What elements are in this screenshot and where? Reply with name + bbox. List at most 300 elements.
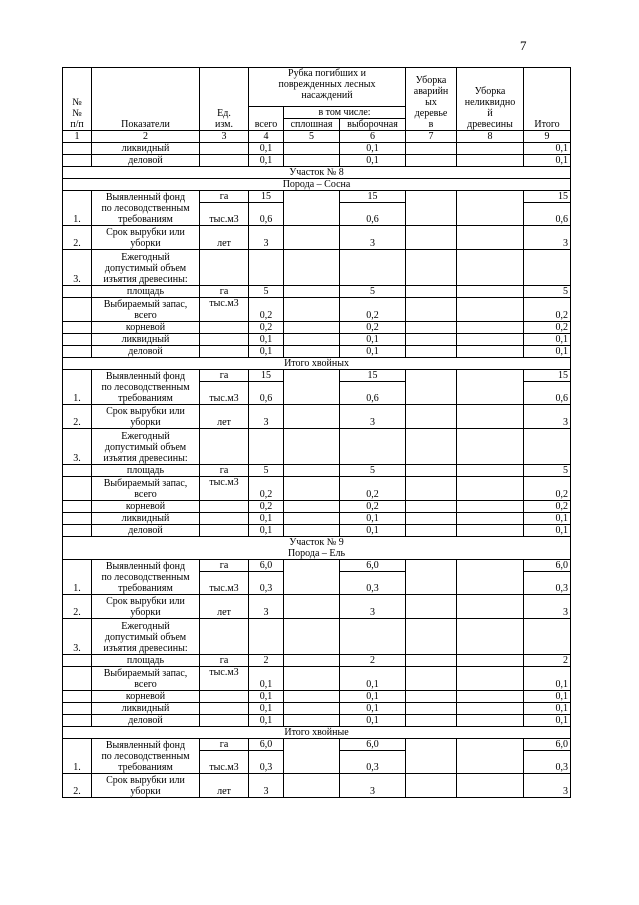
value-grand-total: 0,6 [524,203,571,226]
table-row [63,465,571,477]
value-total: 0,3 [249,751,284,774]
value-emergency [406,405,457,429]
table-row [63,346,571,358]
row-number [63,143,92,155]
value-selective: 3 [340,226,406,250]
value-emergency [406,334,457,346]
table-row [63,477,571,501]
row-label: ликвидный [92,703,200,715]
column-number: 2 [92,131,200,143]
section-row [63,537,571,560]
empty-cell [524,429,571,465]
value-total: 0,1 [249,691,284,703]
value-emergency [406,655,457,667]
header-felling: Рубка погибших и поврежденных лесных насаждений [249,68,406,107]
value-emergency [406,667,457,691]
row-number [63,715,92,727]
header-nonliquid: Уборка неликвидно й древесины [457,68,524,131]
value-total: 3 [249,226,284,250]
value-emergency [406,513,457,525]
section-title: Итого хвойные [63,727,571,739]
value-clear [284,703,340,715]
value-selective: 0,1 [340,703,406,715]
value-selective: 0,3 [340,751,406,774]
row-number: 2. [63,595,92,619]
value-clear [284,334,340,346]
value-selective: 0,1 [340,667,406,691]
row-label: Выявленный фонд по лесоводственным требованиям [92,191,200,226]
value-total: 0,1 [249,525,284,537]
table-row [63,619,571,655]
row-label: площадь [92,286,200,298]
section-title: Итого хвойных [63,358,571,370]
header-indicator: Показатели [92,68,200,131]
value-selective: 0,2 [340,501,406,513]
column-number: 7 [406,131,457,143]
value-nonliquid [457,143,524,155]
row-label: Ежегодный допустимый объем изъятия древесины: [92,429,200,465]
table-row [63,191,571,203]
value-nonliquid [457,703,524,715]
value-grand-total: 6,0 [524,739,571,751]
row-number [63,477,92,501]
value-nonliquid [457,322,524,334]
value-grand-total: 3 [524,405,571,429]
header-unit: Ед. изм. [200,68,249,131]
value-nonliquid [457,346,524,358]
value-nonliquid [457,191,524,226]
value-total: 0,6 [249,203,284,226]
value-total: 6,0 [249,560,284,572]
row-number: 1. [63,739,92,774]
row-number [63,286,92,298]
row-label: ликвидный [92,334,200,346]
value-total: 0,1 [249,513,284,525]
value-clear [284,595,340,619]
row-number: 1. [63,560,92,595]
value-emergency [406,703,457,715]
value-total: 3 [249,405,284,429]
empty-cell [457,429,524,465]
value-selective: 0,1 [340,334,406,346]
row-number: 1. [63,191,92,226]
value-emergency [406,191,457,226]
header-clear: сплошная [284,119,340,131]
table-row [63,667,571,691]
empty-cell [340,619,406,655]
empty-cell [249,619,284,655]
value-emergency [406,155,457,167]
value-emergency [406,691,457,703]
value-emergency [406,322,457,334]
section-title: Участок № 8 [63,167,571,179]
table-row [63,739,571,751]
value-total: 0,1 [249,334,284,346]
value-nonliquid [457,655,524,667]
value-total: 0,3 [249,572,284,595]
value-grand-total: 0,2 [524,298,571,322]
empty-cell [340,429,406,465]
value-emergency [406,143,457,155]
value-total: 0,1 [249,715,284,727]
row-label: Ежегодный допустимый объем изъятия древесины: [92,619,200,655]
row-unit [200,691,249,703]
value-grand-total: 0,1 [524,667,571,691]
table-row [63,143,571,155]
value-selective: 3 [340,405,406,429]
value-emergency [406,370,457,405]
value-nonliquid [457,286,524,298]
row-unit: га [200,465,249,477]
value-grand-total: 0,1 [524,334,571,346]
row-unit [200,525,249,537]
table-row [63,525,571,537]
value-selective: 0,1 [340,143,406,155]
row-number [63,322,92,334]
row-label: Выбираемый запас, всего [92,298,200,322]
row-label: деловой [92,155,200,167]
header-num: № № п/п [63,68,92,131]
value-selective: 0,1 [340,525,406,537]
value-clear [284,774,340,798]
row-number [63,334,92,346]
row-number [63,513,92,525]
value-total: 0,1 [249,667,284,691]
header-total-sub: всего [249,107,284,131]
value-selective: 0,1 [340,513,406,525]
row-number [63,655,92,667]
row-unit: тыс.м3 [200,477,249,501]
value-grand-total: 3 [524,226,571,250]
row-number [63,667,92,691]
row-unit [200,334,249,346]
value-total: 15 [249,191,284,203]
row-unit: га [200,370,249,382]
value-grand-total: 0,1 [524,715,571,727]
empty-cell [200,429,249,465]
table-row [63,560,571,572]
row-unit [200,703,249,715]
page-number: 7 [520,38,527,53]
empty-cell [284,619,340,655]
value-clear [284,322,340,334]
value-grand-total: 3 [524,774,571,798]
table-row [63,250,571,286]
value-total: 0,2 [249,298,284,322]
value-emergency [406,465,457,477]
value-grand-total: 15 [524,370,571,382]
value-total: 0,1 [249,143,284,155]
value-selective: 0,1 [340,155,406,167]
value-grand-total: 0,1 [524,143,571,155]
value-selective: 0,6 [340,203,406,226]
value-nonliquid [457,667,524,691]
value-total: 0,2 [249,477,284,501]
value-selective: 6,0 [340,560,406,572]
value-nonliquid [457,370,524,405]
value-nonliquid [457,595,524,619]
value-clear [284,143,340,155]
value-clear [284,346,340,358]
table-row [63,501,571,513]
value-nonliquid [457,405,524,429]
value-clear [284,691,340,703]
table-row [63,334,571,346]
value-selective: 0,3 [340,572,406,595]
value-grand-total: 5 [524,465,571,477]
table-row [63,405,571,429]
column-numbers-row [63,131,571,143]
row-number [63,703,92,715]
column-number: 8 [457,131,524,143]
value-selective: 0,1 [340,715,406,727]
value-selective: 3 [340,774,406,798]
row-number: 3. [63,250,92,286]
value-emergency [406,774,457,798]
value-clear [284,370,340,405]
value-nonliquid [457,501,524,513]
value-selective: 5 [340,465,406,477]
value-nonliquid [457,774,524,798]
empty-cell [524,619,571,655]
header-emergency: Уборка аварийн ых деревье в [406,68,457,131]
table-row [63,155,571,167]
row-unit: тыс.м3 [200,572,249,595]
value-selective: 0,2 [340,322,406,334]
row-unit [200,501,249,513]
row-label: Срок вырубки или уборки [92,226,200,250]
table-row [63,226,571,250]
row-number: 3. [63,429,92,465]
value-grand-total: 3 [524,595,571,619]
section-row [63,727,571,739]
row-label: деловой [92,525,200,537]
row-label: деловой [92,346,200,358]
row-number [63,298,92,322]
row-label: ликвидный [92,143,200,155]
row-unit: га [200,191,249,203]
value-clear [284,655,340,667]
value-grand-total: 0,1 [524,691,571,703]
row-label: корневой [92,691,200,703]
value-emergency [406,226,457,250]
value-clear [284,560,340,595]
row-unit [200,513,249,525]
value-grand-total: 0,3 [524,572,571,595]
table-row [63,298,571,322]
value-total: 0,2 [249,322,284,334]
row-unit [200,346,249,358]
row-label: Выявленный фонд по лесоводственным требованиям [92,560,200,595]
empty-cell [406,250,457,286]
value-emergency [406,560,457,595]
value-clear [284,715,340,727]
empty-cell [200,619,249,655]
value-nonliquid [457,513,524,525]
row-number [63,501,92,513]
section-title: Порода – Сосна [63,179,571,191]
header-total: Итого [524,68,571,131]
value-selective: 0,6 [340,382,406,405]
value-emergency [406,298,457,322]
value-emergency [406,477,457,501]
empty-cell [457,619,524,655]
row-unit: тыс.м3 [200,751,249,774]
value-grand-total: 0,1 [524,525,571,537]
value-clear [284,477,340,501]
table-row [63,703,571,715]
column-number: 3 [200,131,249,143]
table-row [63,429,571,465]
value-total: 3 [249,774,284,798]
section-title: Участок № 9 Порода – Ель [63,537,571,560]
column-number: 9 [524,131,571,143]
row-number: 2. [63,774,92,798]
empty-cell [406,429,457,465]
value-selective: 0,2 [340,477,406,501]
value-total: 5 [249,465,284,477]
row-unit: га [200,655,249,667]
value-selective: 0,1 [340,691,406,703]
row-unit [200,322,249,334]
table-row [63,774,571,798]
value-clear [284,525,340,537]
value-clear [284,405,340,429]
row-unit: га [200,286,249,298]
value-grand-total: 2 [524,655,571,667]
value-clear [284,226,340,250]
value-emergency [406,501,457,513]
value-total: 0,6 [249,382,284,405]
table-row [63,370,571,382]
value-grand-total: 0,1 [524,346,571,358]
value-selective: 5 [340,286,406,298]
row-unit: га [200,739,249,751]
value-grand-total: 6,0 [524,560,571,572]
column-number: 4 [249,131,284,143]
value-total: 2 [249,655,284,667]
empty-cell [284,250,340,286]
section-row [63,167,571,179]
value-grand-total: 0,3 [524,751,571,774]
value-grand-total: 5 [524,286,571,298]
row-number: 3. [63,619,92,655]
row-unit: тыс.м3 [200,667,249,691]
value-nonliquid [457,298,524,322]
value-clear [284,155,340,167]
row-number: 1. [63,370,92,405]
value-emergency [406,346,457,358]
row-unit: лет [200,774,249,798]
row-number [63,465,92,477]
row-label: Выявленный фонд по лесоводственным требованиям [92,370,200,405]
row-label: Выявленный фонд по лесоводственным требованиям [92,739,200,774]
value-total: 0,1 [249,346,284,358]
header-incl: в том числе: [284,107,406,119]
value-clear [284,465,340,477]
felling-table [62,67,571,798]
value-nonliquid [457,715,524,727]
row-label: Выбираемый запас, всего [92,477,200,501]
row-label: Срок вырубки или уборки [92,405,200,429]
row-number: 2. [63,405,92,429]
table-row [63,286,571,298]
row-unit [200,715,249,727]
value-emergency [406,715,457,727]
value-nonliquid [457,691,524,703]
table-row [63,322,571,334]
row-label: ликвидный [92,513,200,525]
value-clear [284,501,340,513]
table-row [63,715,571,727]
row-unit [200,143,249,155]
row-unit: тыс.м3 [200,203,249,226]
row-label: Срок вырубки или уборки [92,774,200,798]
value-clear [284,667,340,691]
value-total: 5 [249,286,284,298]
row-unit: га [200,560,249,572]
row-number [63,691,92,703]
value-clear [284,286,340,298]
row-label: Срок вырубки или уборки [92,595,200,619]
value-nonliquid [457,739,524,774]
value-selective: 15 [340,191,406,203]
table-row [63,595,571,619]
value-emergency [406,595,457,619]
value-nonliquid [457,525,524,537]
row-unit: лет [200,405,249,429]
value-total: 0,1 [249,703,284,715]
value-selective: 3 [340,595,406,619]
empty-cell [284,429,340,465]
table-row [63,513,571,525]
value-emergency [406,739,457,774]
row-label: площадь [92,655,200,667]
row-unit: лет [200,595,249,619]
value-nonliquid [457,560,524,595]
row-unit [200,155,249,167]
value-selective: 15 [340,370,406,382]
value-nonliquid [457,465,524,477]
row-unit: тыс.м3 [200,382,249,405]
section-row [63,179,571,191]
row-label: площадь [92,465,200,477]
value-emergency [406,525,457,537]
row-number [63,346,92,358]
empty-cell [524,250,571,286]
value-grand-total: 0,2 [524,322,571,334]
value-clear [284,739,340,774]
table-row [63,691,571,703]
empty-cell [249,429,284,465]
value-clear [284,513,340,525]
empty-cell [249,250,284,286]
value-nonliquid [457,226,524,250]
row-label: Выбираемый запас, всего [92,667,200,691]
value-selective: 0,2 [340,298,406,322]
value-total: 15 [249,370,284,382]
value-nonliquid [457,477,524,501]
value-grand-total: 0,1 [524,703,571,715]
value-selective: 0,1 [340,346,406,358]
value-grand-total: 0,1 [524,513,571,525]
value-selective: 6,0 [340,739,406,751]
column-number: 1 [63,131,92,143]
empty-cell [457,250,524,286]
value-total: 3 [249,595,284,619]
value-grand-total: 0,2 [524,501,571,513]
value-selective: 2 [340,655,406,667]
